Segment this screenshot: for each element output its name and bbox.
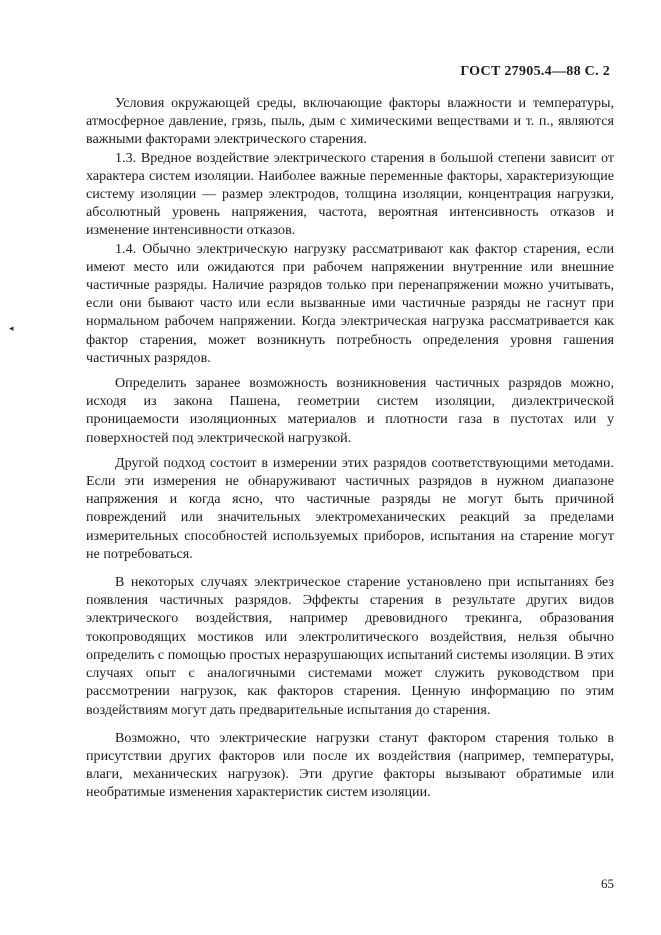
document-header: ГОСТ 27905.4—88 С. 2 — [460, 64, 610, 79]
margin-mark: ◂ — [9, 323, 14, 333]
paragraph-1-3: 1.3. Вредное воздействие электрического старения в большой степени зависит от характера систем изоляции. Наиболее важные переменные факторы, характеризующие систему изоляции — размер электродов, толщина изоляции, концентрация нагрузки, абсолютный уровень напряжения, частота, вероятная интенсивность отказов и изменение интенсивности отказов. — [86, 149, 614, 239]
paragraph-measurement: Другой подход состоит в измерении этих разрядов соответствующими методами. Если эти измерения не обнаруживают частичных разрядов в нужном диапазоне напряжения и когда ясно, что частичные разряды не могут быть причиной повреждений или значительных электромеханических реакций за пределами измерительных способностей используемых приборов, испытания на старение могут не потребоваться. — [86, 454, 614, 562]
paragraph-1-4: 1.4. Обычно электрическую нагрузку рассматривают как фактор старения, если имеют место или ожидаются при рабочем напряжении внутренние или внешние частичные разряды. Наличие разрядов только при перенапряжении можно учитывать, если они бывают часто или если вызванные ими частичные разряды не гаснут при нормальном рабочем напряжении. Когда электрическая нагрузка рассматривается как фактор старения, может возникнуть потребность определения уровня гашения частичных разрядов. — [86, 240, 614, 366]
paragraph-pashen: Определить заранее возможность возникновения частичных разрядов можно, исходя из закона Пашена, геометрии систем изоляции, диэлектрической проницаемости изоляционных материалов и плотности газа в пустотах или у поверхностей под электрической нагрузкой. — [86, 375, 614, 446]
document-body — [86, 94, 614, 802]
paragraph-no-discharges: В некоторых случаях электрическое старение установлено при испытаниях без появления частичных разрядов. Эффекты старения в результате других видов электрического воздействия, например древовидного трекинга, образования токопроводящих мостиков или электролитического воздействия, нельзя обычно определить с помощью простых неразрушающих испытаний системы изоляции. В этих случаях опыт с аналогичными системами может служить руководством при рассмотрении нагрузок, как факторов старения. Ценную информацию по этим воздействиям могут дать предварительные испытания до старения. — [86, 574, 614, 718]
paragraph-other-factors: Возможно, что электрические нагрузки станут фактором старения только в присутствии других факторов или после их воздействия (например, температуры, влаги, механических нагрузок). Эти другие факторы вызывают обратимые или необратимые изменения характеристик систем изоляции. — [86, 729, 614, 801]
page-number: 65 — [601, 876, 614, 891]
paragraph-environment: Условия окружающей среды, включающие факторы влажности и температуры, атмосферное давление, грязь, пыль, дым с химическими веществами и т. п., являются важными факторами электрического старения. — [86, 95, 614, 148]
